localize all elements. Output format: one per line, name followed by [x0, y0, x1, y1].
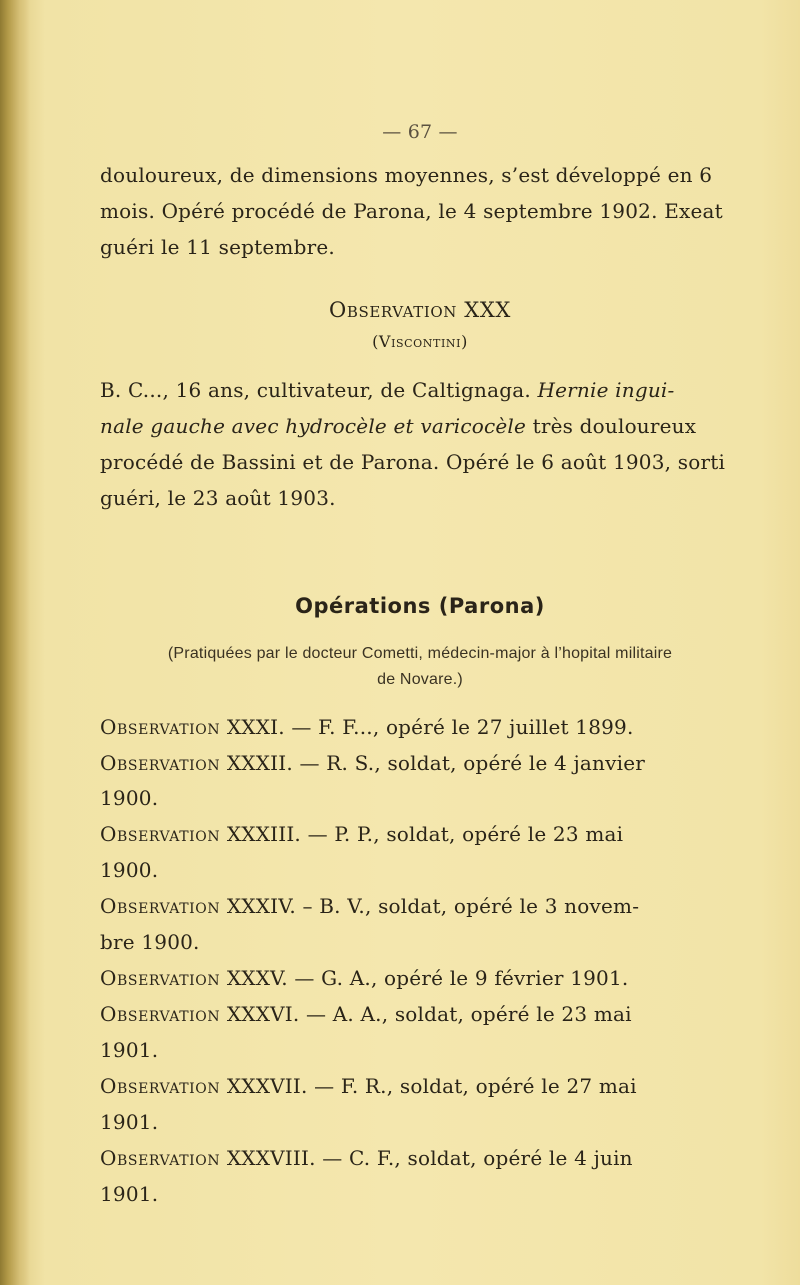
observation-label: Observation [100, 822, 221, 846]
observation-continuation: 1901. [100, 1038, 159, 1062]
observation-text: — C. F., soldat, opéré le 4 juin [322, 1146, 633, 1170]
observation-label: Observation [100, 715, 221, 739]
observation-continuation: 1900. [100, 858, 159, 882]
observation-entry [100, 822, 623, 846]
observation-number: XXXI. [226, 715, 285, 739]
observation-text: — F. F..., opéré le 27 juillet 1899. [291, 715, 634, 739]
observation-continuation: 1901. [100, 1182, 159, 1206]
text-span: B. C..., 16 ans, cultivateur, de Caltignaga. [100, 378, 538, 402]
observation-continuation: 1900. [100, 786, 159, 810]
observation-number: XXXIII. [226, 822, 301, 846]
observation-text: — F. R., soldat, opéré le 27 mai [314, 1074, 637, 1098]
italic-span: Hernie ingui- [537, 378, 675, 402]
section-heading: Opérations (Parona) [295, 594, 545, 618]
observation-text: – B. V., soldat, opéré le 3 novem- [302, 894, 640, 918]
observation-label: Observation [100, 894, 221, 918]
text-line [100, 378, 674, 402]
page-number: — 67 — [382, 121, 458, 143]
observation-continuation: bre 1900. [100, 930, 200, 954]
observation-label: Observation [100, 1074, 221, 1098]
text-line: procédé de Bassini et de Parona. Opéré le 6 août 1903, sorti [100, 450, 726, 474]
observation-label: Observation [100, 1002, 221, 1026]
observation-text: — G. A., opéré le 9 février 1901. [294, 966, 629, 990]
observation-entry [100, 966, 628, 990]
observation-subheading: (Viscontini) [372, 332, 468, 351]
observation-label: Observation [100, 966, 221, 990]
book-spine-shadow [0, 0, 30, 1285]
observation-number: XXXII. [226, 751, 293, 775]
italic-span: nale gauche avec hydrocèle et varicocèle [100, 414, 527, 438]
observation-text: — A. A., soldat, opéré le 23 mai [306, 1002, 632, 1026]
observation-entry [100, 1146, 633, 1170]
text-line: guéri, le 23 août 1903. [100, 486, 336, 510]
observation-label: Observation [100, 751, 221, 775]
observation-entry [100, 751, 645, 775]
observation-text: — P. P., soldat, opéré le 23 mai [307, 822, 624, 846]
observation-number: XXXIV. [226, 894, 296, 918]
observation-heading: Observation XXX [329, 298, 511, 322]
observation-label: Observation [100, 1146, 221, 1170]
text-line: mois. Opéré procédé de Parona, le 4 septembre 1902. Exeat [100, 199, 723, 223]
text-line: guéri le 11 septembre. [100, 235, 335, 259]
observation-number: XXXVI. [226, 1002, 300, 1026]
text-span: très douloureux [526, 414, 697, 438]
observation-number: XXXVIII. [226, 1146, 316, 1170]
observation-entry [100, 1002, 632, 1026]
observation-continuation: 1901. [100, 1110, 159, 1134]
text-line [100, 414, 696, 438]
section-note: de Novare.) [377, 671, 463, 688]
section-note: (Pratiquées par le docteur Cometti, médecin-major à l’hopital militaire [167, 645, 673, 662]
observation-entry [100, 715, 634, 739]
observation-text: — R. S., soldat, opéré le 4 janvier [299, 751, 646, 775]
observation-entry [100, 1074, 637, 1098]
observation-number: XXXVII. [226, 1074, 308, 1098]
observation-entry [100, 894, 639, 918]
observation-number: XXXV. [226, 966, 288, 990]
text-line: douloureux, de dimensions moyennes, s’est développé en 6 [100, 163, 713, 187]
